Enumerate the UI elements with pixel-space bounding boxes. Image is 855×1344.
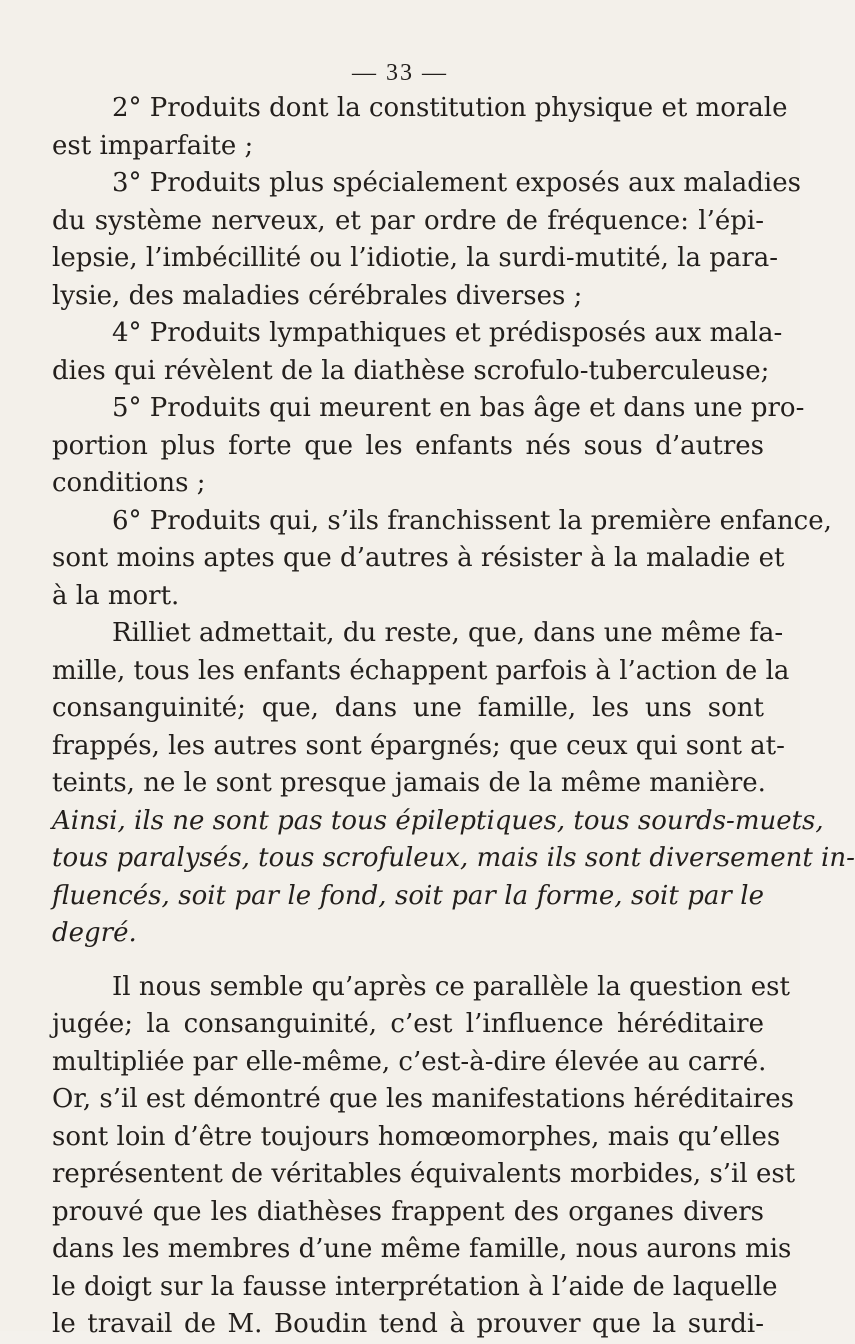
text-line: jugée; la consanguinité, c’est l’influence héréditaire xyxy=(52,1009,764,1039)
text-line: 3° Produits plus spécialement exposés aux maladies xyxy=(112,168,801,198)
text-line: degré. xyxy=(52,918,137,948)
text-line: lysie, des maladies cérébrales diverses ; xyxy=(52,280,583,311)
text-line: représentent de véritables équivalents morbides, s’il est xyxy=(52,1159,796,1189)
text-line: Il nous semble qu’après ce parallèle la question est xyxy=(112,971,790,1002)
text-line: Or, s’il est démontré que les manifestations héréditaires xyxy=(52,1084,794,1114)
text-line: teints, ne le sont presque jamais de la même manière. xyxy=(52,768,766,798)
text-line: dans les membres d’une même famille, nous aurons mis xyxy=(52,1234,792,1264)
text-line: 5° Produits qui meurent en bas âge et dans une pro- xyxy=(112,393,805,423)
text-line: mille, tous les enfants échappent parfois à l’action de la xyxy=(52,655,790,686)
text-line: est imparfaite ; xyxy=(52,130,254,161)
text-line: dies qui révèlent de la diathèse scrofulo-tuberculeuse; xyxy=(52,355,770,386)
paragraph-gap xyxy=(52,953,764,969)
text-line: sont loin d’être toujours homœomorphes, mais qu’elles xyxy=(52,1121,781,1152)
text-line: conditions ; xyxy=(52,468,206,498)
text-line: multipliée par elle-même, c’est-à-dire élevée au carré. xyxy=(52,1046,767,1077)
text-line: 2° Produits dont la constitution physique et morale xyxy=(112,93,788,123)
text-line: fluencés, soit par le fond, soit par la forme, soit par le xyxy=(52,880,764,911)
text-line: 4° Produits lympathiques et prédisposés aux mala- xyxy=(112,318,783,348)
text-line: portion plus forte que les enfants nés sous d’autres xyxy=(52,430,764,461)
text-line: sont moins aptes que d’autres à résister à la maladie et xyxy=(52,543,785,573)
text-line: à la mort. xyxy=(52,580,180,611)
text-line: consanguinité; que, dans une famille, les uns sont xyxy=(52,693,764,723)
text-line: prouvé que les diathèses frappent des organes divers xyxy=(52,1196,764,1227)
text-line: lepsie, l’imbécillité ou l’idiotie, la surdi-mutité, la para- xyxy=(52,243,779,273)
text-line: tous paralysés, tous scrofuleux, mais ils sont diversement in- xyxy=(52,843,855,873)
text-line: Rilliet admettait, du reste, que, dans une même fa- xyxy=(112,618,784,648)
text-line: du système nerveux, et par ordre de fréquence: l’épi- xyxy=(52,205,764,236)
text-line: le travail de M. Boudin tend à prouver que la surdi- xyxy=(52,1309,764,1339)
text-line: 6° Produits qui, s’ils franchissent la première enfance, xyxy=(112,505,832,536)
body-text xyxy=(52,90,855,1344)
text-line: frappés, les autres sont épargnés; que ceux qui sont at- xyxy=(52,730,785,761)
text-line: Ainsi, ils ne sont pas tous épileptiques, tous sourds-muets, xyxy=(52,805,824,836)
page-number: — 33 — xyxy=(352,60,448,86)
text-line: le doigt sur la fausse interprétation à l’aide de laquelle xyxy=(52,1271,778,1302)
